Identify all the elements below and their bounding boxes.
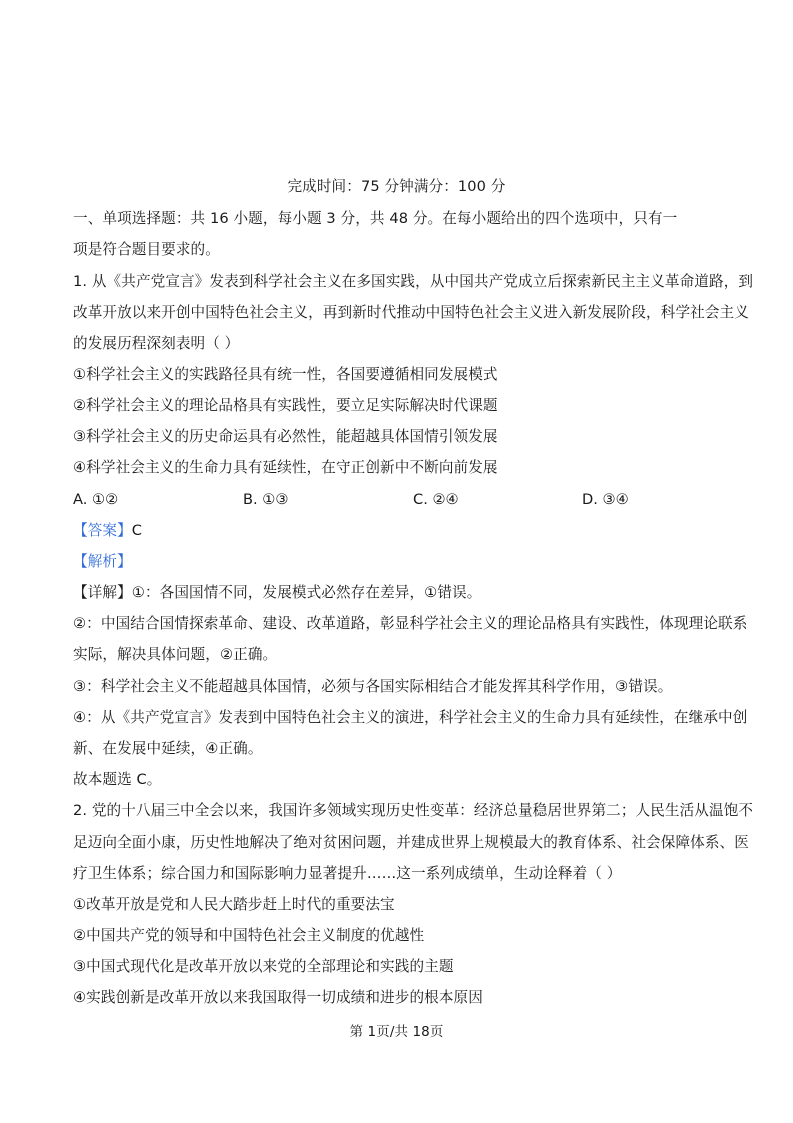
q2-statement-3: ③中国式现代化是改革开放以来党的全部理论和实践的主题 <box>73 958 454 975</box>
q1-conclusion: 故本题选 C。 <box>73 771 162 788</box>
answer-label: 【答案】 <box>73 522 132 539</box>
q1-option-c: C. ②④ <box>413 491 459 508</box>
detail-text: ①：各国国情不同，发展模式必然存在差异，①错误。 <box>131 584 482 601</box>
q1-detail-line-4: ③：科学社会主义不能超越具体国情，必须与各国实际相结合才能发挥其科学作用，③错误。 <box>73 678 673 695</box>
q1-detail-line-6: 新、在发展中延续，④正确。 <box>73 740 263 757</box>
q2-statement-4: ④实践创新是改革开放以来我国取得一切成绩和进步的根本原因 <box>73 989 483 1006</box>
analysis-label: 【解析】 <box>73 553 132 570</box>
q1-statement-1: ①科学社会主义的实践路径具有统一性，各国要遵循相同发展模式 <box>73 366 498 383</box>
detail-label: 【详解】 <box>73 584 132 601</box>
answer-value: C <box>131 522 143 539</box>
q2-stem-line-2: 足迈向全面小康，历史性地解决了绝对贫困问题，并建成世界上规模最大的教育体系、社会保障体系、医 <box>73 834 749 851</box>
q2-statement-1: ①改革开放是党和人民大踏步赶上时代的重要法宝 <box>73 896 395 913</box>
q1-statement-4: ④科学社会主义的生命力具有延续性，在守正创新中不断向前发展 <box>73 459 498 476</box>
exam-time-info: 完成时间：75 分钟满分：100 分 <box>287 178 506 195</box>
q2-stem-line-3: 疗卫生体系；综合国力和国际影响力显著提升……这一系列成绩单，生动诠释着（ ） <box>73 865 622 882</box>
q1-option-d: D. ③④ <box>582 491 629 508</box>
q1-option-b: B. ①③ <box>243 491 289 508</box>
q1-detail-line-2: ②：中国结合国情探索革命、建设、改革道路，彰显科学社会主义的理论品格具有实践性，体现理论联系 <box>73 615 748 632</box>
q2-statement-2: ②中国共产党的领导和中国特色社会主义制度的优越性 <box>73 927 425 944</box>
q1-detail-line-5: ④：从《共产党宣言》发表到中国特色社会主义的演进，科学社会主义的生命力具有延续性，在继承中创 <box>73 709 748 726</box>
q2-stem-line-1: 2. 党的十八届三中全会以来，我国许多领域实现历史性变革：经济总量稳居世界第二；人民生活从温饱不 <box>73 802 754 819</box>
page-footer: 第 1页/共 18页 <box>349 1024 444 1040</box>
q1-option-a: A. ①② <box>73 491 119 508</box>
q1-detail-line-1 <box>73 584 481 602</box>
section-title-line-1: 一、单项选择题：共 16 小题，每小题 3 分，共 48 分。在每小题给出的四个选项中，只有一 <box>73 210 678 227</box>
q1-answer <box>73 522 142 540</box>
q1-stem-line-1: 1. 从《共产党宣言》发表到科学社会主义在多国实践，从中国共产党成立后探索新民主主义革命道路，到 <box>73 273 754 290</box>
q1-statement-3: ③科学社会主义的历史命运具有必然性，能超越具体国情引领发展 <box>73 428 498 445</box>
q1-stem-line-3: 的发展历程深刻表明（ ） <box>73 335 240 352</box>
q1-stem-line-2: 改革开放以来开创中国特色社会主义，再到新时代推动中国特色社会主义进入新发展阶段，科学社会主义 <box>73 304 749 321</box>
q1-statement-2: ②科学社会主义的理论品格具有实践性，要立足实际解决时代课题 <box>73 397 498 414</box>
section-title-line-2: 项是符合题目要求的。 <box>73 241 220 258</box>
q1-detail-line-3: 实际，解决具体问题，②正确。 <box>73 646 278 663</box>
